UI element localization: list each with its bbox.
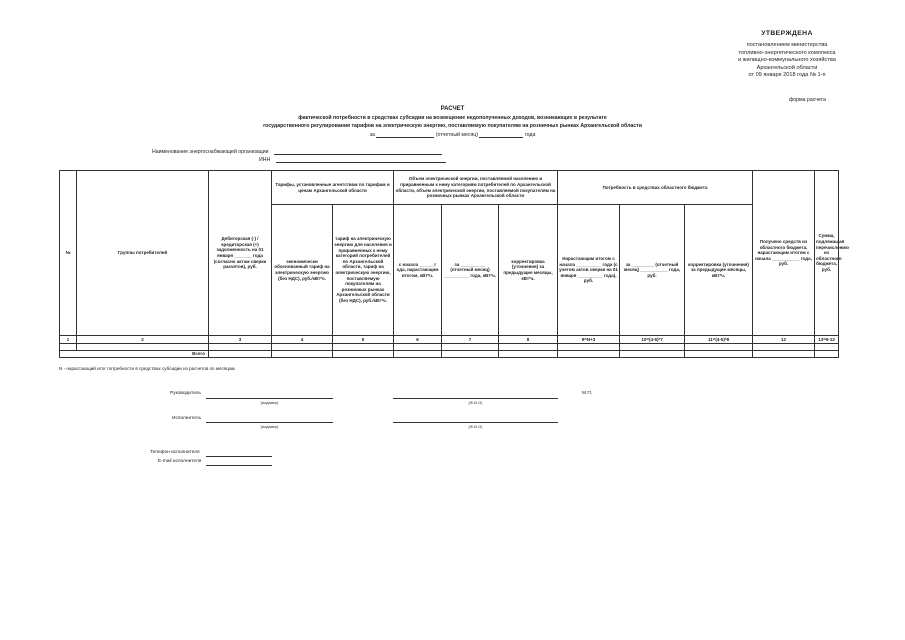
table-cell[interactable] — [558, 344, 620, 351]
header-received: Получено средств из областного бюджета, нарастающим итогом с начала ___________ года, руб. — [753, 171, 815, 336]
phone-field[interactable] — [206, 456, 272, 457]
executor-signature-hint: (подпись) — [260, 424, 279, 429]
table-row — [60, 344, 839, 351]
title-period-line — [0, 131, 905, 138]
header-groups: Группы потребителей — [77, 171, 209, 336]
table-cell[interactable] — [333, 351, 394, 358]
col-number: 8 — [499, 336, 558, 344]
header-number: № — [60, 171, 77, 336]
header-volume-start: с начала ______г ода, нарастающим итогом, кВт*ч. — [394, 205, 442, 336]
table-cell[interactable] — [815, 344, 839, 351]
col-number: 6 — [394, 336, 442, 344]
table-cell[interactable] — [499, 351, 558, 358]
org-name-label: Наименование энергоснабжающей организации — [152, 149, 269, 155]
table-cell[interactable] — [753, 351, 815, 358]
header-debt: Дебиторская (-) / кредиторская (+) задолженность на 01 января _______ года (согласно актам сверки расчетов), руб. — [209, 171, 272, 336]
executor-signature-line[interactable] — [206, 422, 333, 423]
approval-line: топливно-энергетического комплекса — [738, 49, 836, 56]
table-cell[interactable] — [394, 351, 442, 358]
table-cell[interactable] — [815, 351, 839, 358]
header-need-correction: корректировка (уточнения) за предыдущие месяцы, кВт*ч. — [685, 205, 753, 336]
header-payable: Сумма, подлежащая перечислению из областного бюджета, руб. — [815, 171, 839, 336]
approval-heading: УТВЕРЖДЕНА — [761, 30, 813, 37]
col-number: 9=N+3 — [558, 336, 620, 344]
title-line-3: государственного регулирования тарифов на электрическую энергию, поставляемую покупателям на розничных рынках Архангельской области — [263, 123, 642, 129]
total-row — [60, 351, 839, 358]
org-inn-field[interactable] — [276, 156, 446, 163]
table-cell[interactable] — [209, 344, 272, 351]
approval-block — [717, 30, 857, 79]
table-cell[interactable] — [753, 344, 815, 351]
title-line-2: фактической потребности в средствах субсидии на возмещение недополученных доходов, возникающих в результате — [298, 115, 607, 121]
header-need-group: Потребность в средствах областного бюджета — [558, 171, 753, 205]
approval-line: от 09 января 2018 года № 1-п — [748, 72, 826, 79]
head-signature-line[interactable] — [206, 398, 333, 399]
header-volume-correction: корректировка (уточнения) за предыдущие месяцы, кВт*ч. — [499, 205, 558, 336]
total-label: Всего — [60, 351, 209, 358]
org-inn-label: ИНН — [259, 157, 271, 163]
col-number: 10=(4-5)*7 — [620, 336, 685, 344]
head-label: Руководитель — [170, 391, 201, 396]
table-cell[interactable] — [60, 344, 77, 351]
head-fio-line[interactable] — [393, 398, 558, 399]
table-cell[interactable] — [442, 344, 499, 351]
head-signature-hint: (подпись) — [260, 400, 279, 405]
org-inn-row — [259, 156, 446, 163]
month-blank[interactable] — [376, 131, 434, 138]
table-cell[interactable] — [394, 344, 442, 351]
org-name-field[interactable] — [274, 148, 442, 155]
col-number: 13=9-12 — [815, 336, 839, 344]
header-need-month: за _________ (отчетный месяц) ___________ года, руб. — [620, 205, 685, 336]
period-middle: (отчетный месяц) — [435, 132, 478, 138]
year-blank[interactable] — [479, 131, 523, 138]
col-number: 5 — [333, 336, 394, 344]
col-number: 3 — [209, 336, 272, 344]
header-tariffs-group: Тарифы, установленные агентством по тарифам и ценам Архангельской области — [272, 171, 394, 205]
period-prefix: за — [369, 132, 375, 138]
header-need-cumulative: Нарастающим итогом с начала __________ года (с учетом актов сверки на 01 января __________ года), руб. — [558, 205, 620, 336]
email-label: E-mail исполнителя — [158, 459, 202, 464]
footnote: N - нарастающий итог потребности в средствах субсидии из расчетов по месяцам — [59, 366, 235, 371]
email-field[interactable] — [206, 465, 272, 466]
phone-label: Телефон исполнителя — [150, 450, 200, 455]
approval-line: постановлением министерства — [746, 42, 828, 49]
header-econ-tariff: экономически обоснованный тариф на электрическую энергию (без НДС), руб./кВт*ч. — [272, 205, 333, 336]
calculation-table — [59, 170, 849, 358]
table-cell[interactable] — [620, 351, 685, 358]
table-cell[interactable] — [499, 344, 558, 351]
document-title: РАСЧЕТ — [440, 106, 465, 112]
form-note: форма расчета — [789, 97, 826, 103]
table-cell[interactable] — [333, 344, 394, 351]
col-number: 1 — [60, 336, 77, 344]
approval-line: Архангельской области — [756, 64, 818, 71]
table-cell[interactable] — [685, 351, 753, 358]
header-volume-group: Объем электрической энергии, поставляемой населению и приравненным к нему категориям потребителей по Архангельской области, объем электрической энергии, поставляемой покупателям на розничных рынках Архангельской области — [394, 171, 558, 205]
org-name-row — [152, 148, 442, 155]
table-cell[interactable] — [558, 351, 620, 358]
table-cell[interactable] — [209, 351, 272, 358]
executor-label: Исполнитель — [172, 416, 202, 421]
col-number: 12 — [753, 336, 815, 344]
header-volume-month: за __________ (отчетный месяц) __________ года, кВт*ч. — [442, 205, 499, 336]
table-cell[interactable] — [77, 344, 209, 351]
header-population-tariff: тариф на электрическую энергию для населения и приравненных к нему категорий потребителей по Архангельской области, тариф на электрическую энергию, поставляемую покупателям на розничных рынках Архангельской области (без НДС), руб./кВт*ч. — [333, 205, 394, 336]
approval-line: и жилищно-коммунального хозяйства — [738, 57, 836, 64]
executor-fio-line[interactable] — [393, 422, 558, 423]
col-number: 7 — [442, 336, 499, 344]
col-number: 11=(4-5)*8 — [685, 336, 753, 344]
col-number: 2 — [77, 336, 209, 344]
table-cell[interactable] — [272, 344, 333, 351]
head-fio-hint: (Ф.И.О) — [468, 400, 483, 405]
table-cell[interactable] — [685, 344, 753, 351]
table-cell[interactable] — [442, 351, 499, 358]
period-suffix: года — [524, 132, 536, 138]
table-cell[interactable] — [272, 351, 333, 358]
col-number: 4 — [272, 336, 333, 344]
table-cell[interactable] — [620, 344, 685, 351]
stamp-mark: М.П. — [582, 391, 593, 396]
column-number-row — [60, 336, 839, 344]
executor-fio-hint: (Ф.И.О) — [468, 424, 483, 429]
